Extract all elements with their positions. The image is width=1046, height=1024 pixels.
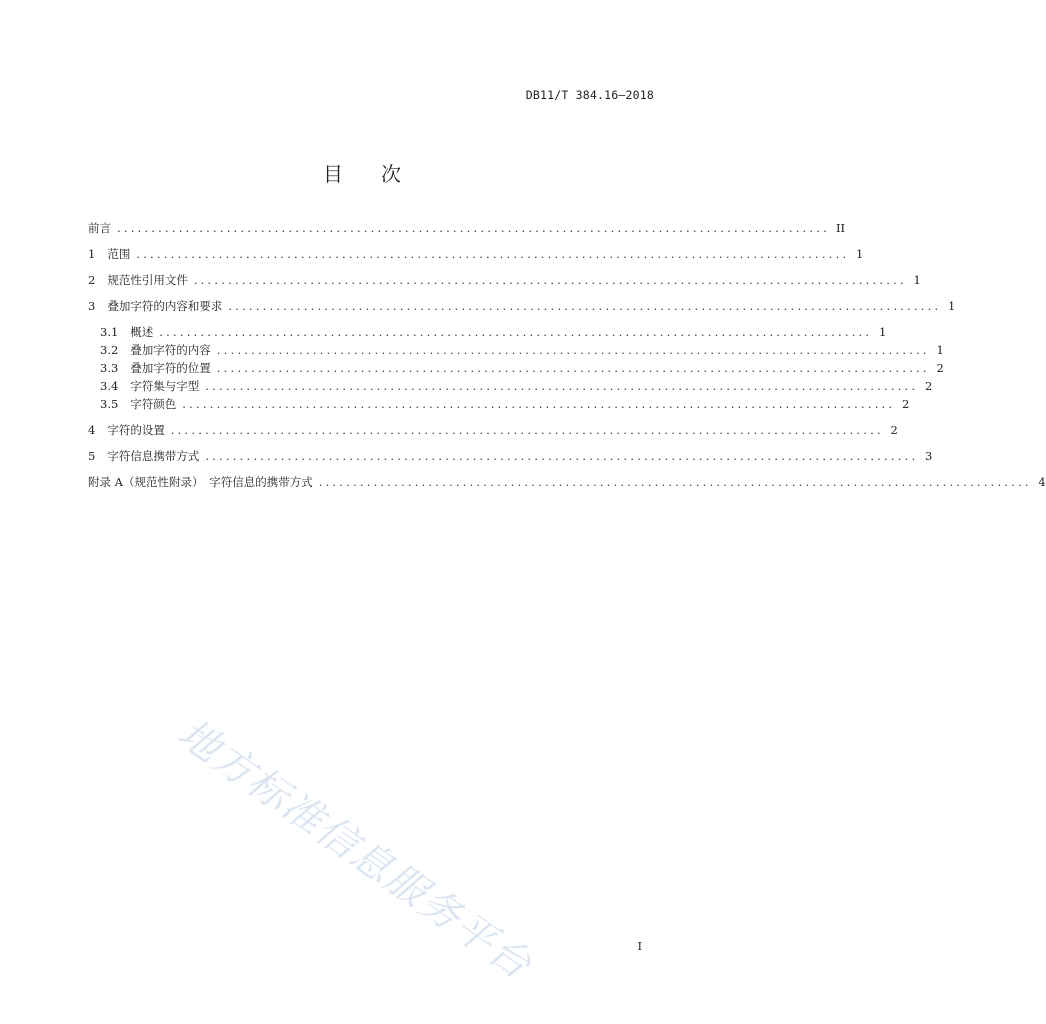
document-code: DB11/T 384.16—2018 [525,88,654,102]
toc-entry-page: 1 [913,273,921,287]
toc-entry-number: 3.3 [100,361,119,375]
toc-entry-page: 2 [901,397,910,411]
toc-entry-label: 概述 [130,325,154,339]
toc-entry-char-color[interactable] [88,396,910,414]
toc-leader-dots: ........................................................................................................ [193,273,907,287]
toc-title-part1: 目 [323,162,343,186]
toc-entry-page: II [835,221,846,235]
toc-entry-label: 规范性引用文件 [107,273,188,287]
toc-entry-overlay-content-requirements[interactable] [88,298,956,316]
watermark: 地方标准信息服务平台 [169,710,541,990]
toc-entry-number: 3.1 [100,325,119,339]
toc-entry-label: 叠加字符的内容 [130,343,211,357]
toc-leader-dots: ........................................................................................................ [318,475,1032,489]
page-number: I [637,940,642,953]
toc-entry-label: 前言 [88,221,111,235]
toc-entry-page: 2 [936,361,944,375]
toc-entry-label: 字符集与字型 [130,379,200,393]
toc-entry-label: 叠加字符的内容和要求 [107,299,223,313]
toc-entry-label: 范围 [107,247,131,261]
toc-entry-page: 1 [947,299,956,313]
toc-leader-dots: ........................................................................................................ [136,247,850,261]
toc-leader-dots: ........................................................................................................ [216,361,930,375]
toc-entry-page: 1 [855,247,864,261]
toc-entry-char-info-carrying[interactable] [88,448,933,466]
toc-leader-dots: ........................................................................................................ [159,325,873,339]
toc-entry-label: 字符颜色 [130,397,177,411]
table-of-contents [88,220,1046,492]
toc-entry-number: 3.4 [100,379,119,393]
toc-entry-number: 4 [88,423,96,437]
toc-entry-page: 2 [890,423,898,437]
toc-entry-foreword[interactable] [88,220,846,238]
toc-entry-char-settings[interactable] [88,422,898,440]
toc-entry-page: 1 [936,343,944,357]
toc-entry-page: 4 [1038,475,1046,489]
toc-entry-number: 5 [88,449,96,463]
toc-entry-overview[interactable] [88,324,887,342]
toc-entry-number: 1 [88,247,96,261]
toc-entry-page: 3 [924,449,933,463]
toc-entry-charset-font[interactable] [88,378,933,396]
toc-entry-page: 2 [924,379,933,393]
toc-entry-number: 2 [88,273,96,287]
toc-entry-number: 3.2 [100,343,119,357]
toc-entry-normative-references[interactable] [88,272,921,290]
toc-entry-label: 附录 A（规范性附录） 字符信息的携带方式 [88,475,313,489]
toc-entry-overlay-content[interactable] [88,342,944,360]
toc-entry-scope[interactable] [88,246,864,264]
toc-entry-number: 3.5 [100,397,119,411]
toc-leader-dots: ........................................................................................................ [228,299,942,313]
toc-leader-dots: ........................................................................................................ [205,379,919,393]
toc-leader-dots: ........................................................................................................ [182,397,896,411]
toc-entry-number: 3 [88,299,96,313]
toc-entry-page: 1 [878,325,887,339]
toc-leader-dots: ........................................................................................................ [170,423,884,437]
toc-entry-label: 字符的设置 [107,423,165,437]
toc-entry-overlay-position[interactable] [88,360,944,378]
toc-entry-label: 字符信息携带方式 [107,449,200,463]
toc-entry-label: 叠加字符的位置 [130,361,211,375]
toc-title [0,158,724,187]
toc-leader-dots: ........................................................................................................ [117,221,830,235]
toc-title-part2: 次 [381,162,401,186]
toc-entry-appendix-a[interactable] [88,474,1046,492]
toc-leader-dots: ........................................................................................................ [205,449,919,463]
toc-leader-dots: ........................................................................................................ [216,343,930,357]
